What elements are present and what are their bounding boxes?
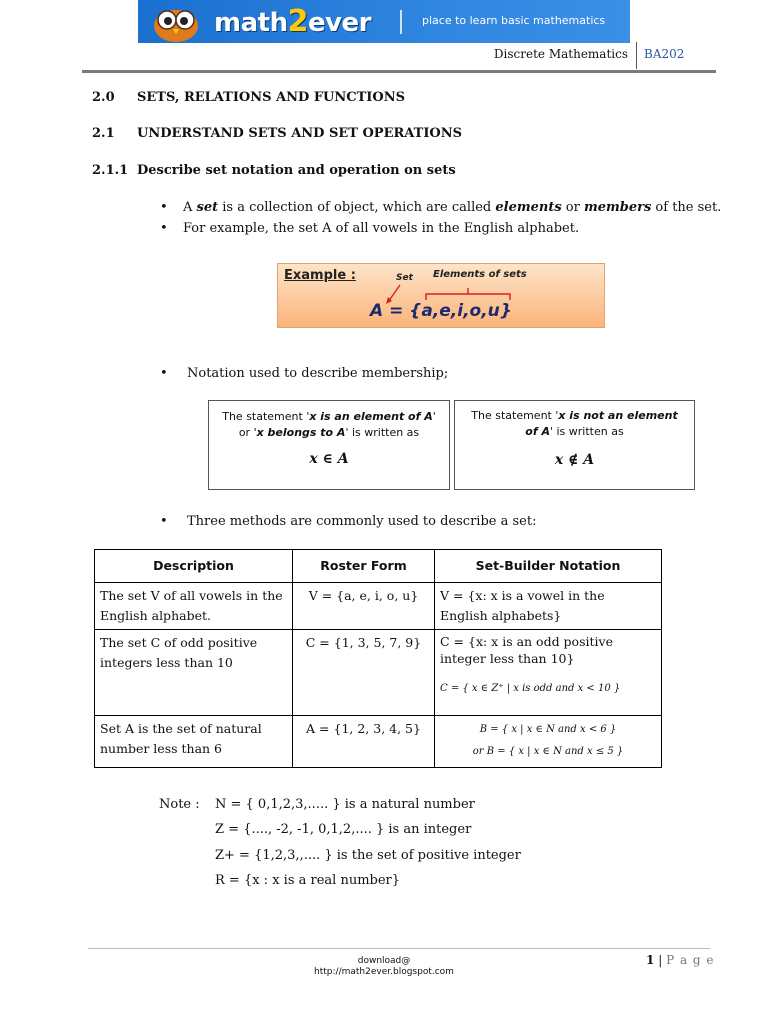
example-figure (277, 263, 605, 328)
set-methods-table (94, 549, 662, 768)
builder-text: C = {x: x is an odd positive integer less than 10} (440, 634, 613, 666)
header-divider (636, 42, 637, 69)
note-line: Z = {...., -2, -1, 0,1,2,.... } is an integer (215, 822, 472, 837)
column-header-builder: Set-Builder Notation (435, 550, 662, 583)
membership-notin-line2: of A' is written as (525, 425, 624, 438)
cell-roster: C = {1, 3, 5, 7, 9} (293, 630, 435, 716)
note-label: Note : (159, 797, 200, 812)
bullet-text-notation: Notation used to describe membership; (187, 366, 449, 381)
footer-download: download@ (357, 956, 411, 966)
site-banner (138, 0, 630, 43)
heading-number: 2.1.1 (92, 163, 129, 178)
bullet-text-methods: Three methods are commonly used to describe a set: (187, 514, 537, 529)
heading-title: Describe set notation and operation on sets (137, 163, 456, 178)
cell-roster: V = {a, e, i, o, u} (293, 583, 435, 630)
cell-builder (435, 630, 662, 716)
builder-math-alt: or B = { x | x ∈ N and x ≤ 5 } (472, 746, 624, 757)
owl-mascot-icon (152, 2, 200, 42)
note-line: N = { 0,1,2,3,..... } is a natural number (215, 797, 475, 812)
builder-math: C = { x ∈ Z⁺ | x is odd and x < 10 } (440, 683, 621, 694)
membership-in-symbol: x ∈ A (309, 451, 349, 467)
brand-logo: math2ever (214, 4, 371, 39)
table-row (95, 716, 662, 768)
note-line: R = {x : x is a real number} (215, 873, 401, 888)
table-row (95, 583, 662, 630)
example-label: Example : (284, 268, 356, 283)
cell-roster: A = {1, 2, 3, 4, 5} (293, 716, 435, 768)
builder-math: B = { x | x ∈ N and x < 6 } (479, 724, 617, 735)
banner-tagline: place to learn basic mathematics (422, 14, 606, 27)
bullet-text-example: For example, the set A of all vowels in the English alphabet. (183, 221, 580, 236)
example-set-label: Set (396, 273, 413, 283)
cell-description: The set C of odd positive integers less than 10 (95, 630, 293, 716)
example-elements-label: Elements of sets (433, 269, 527, 280)
footer-rule (88, 948, 710, 949)
membership-notin-symbol: x ∉ A (554, 452, 595, 468)
column-header-roster: Roster Form (293, 550, 435, 583)
table-header-row (95, 550, 662, 583)
membership-element-box (208, 400, 450, 490)
column-header-description: Description (95, 550, 293, 583)
example-formula: A = {a,e,i,o,u} (370, 301, 512, 321)
membership-not-element-box (454, 400, 695, 490)
banner-divider (400, 10, 402, 34)
heading-number: 2.1 (92, 126, 115, 141)
table-row (95, 630, 662, 716)
bullet-icon: • (160, 221, 168, 236)
cell-description: The set V of all vowels in the English alphabet. (95, 583, 293, 630)
heading-title: SETS, RELATIONS AND FUNCTIONS (137, 90, 405, 105)
header-rule (82, 70, 716, 73)
note-line: Z+ = {1,2,3,,.... } is the set of positive integer (215, 848, 521, 863)
bullet-icon: • (160, 514, 168, 529)
membership-in-line2: or 'x belongs to A' is written as (238, 426, 420, 439)
cell-description: Set A is the set of natural number less than 6 (95, 716, 293, 768)
bullet-icon: • (160, 366, 168, 381)
footer-url[interactable]: http://math2ever.blogspot.com (314, 967, 454, 977)
membership-in-line1: The statement 'x is an element of A' (222, 410, 436, 423)
bullet-icon: • (160, 200, 168, 215)
cell-builder: V = {x: x is a vowel in the English alphabets} (435, 583, 662, 630)
heading-title: UNDERSTAND SETS AND SET OPERATIONS (137, 126, 463, 141)
heading-number: 2.0 (92, 90, 115, 105)
cell-builder (435, 716, 662, 768)
footer-page-number: 1 | P a g e (646, 953, 715, 967)
header-subject: Discrete Mathematics (493, 47, 628, 61)
header-course-code: BA202 (644, 47, 685, 61)
bullet-text-set-definition: A set is a collection of object, which are called elements or members of the set. (183, 200, 722, 215)
membership-notin-line1: The statement 'x is not an element (471, 409, 678, 422)
